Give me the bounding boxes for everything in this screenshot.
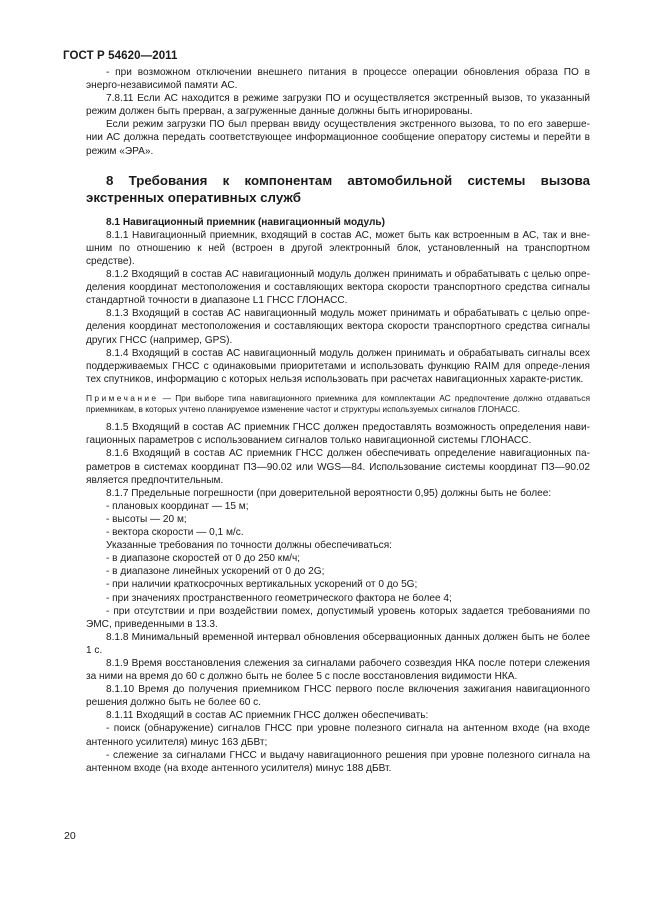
paragraph: 8.1.2 Входящий в состав АС навигационный модуль должен принимать и обрабатывать с целью опре-деления координат местоположения и составляющих вектора скорости транспортного средства сигналы стандартной точности в диапазоне L1 ГНСС ГЛОНАСС. [86,269,590,307]
paragraph: Указанные требования по точности должны обеспечиваться: [106,540,392,552]
page-number: 20 [64,830,76,842]
document-header: ГОСТ Р 54620—2011 [63,50,178,62]
note-label: Примечание [86,392,159,403]
list-item: - при значениях пространственного геометрического фактора не более 4; [106,592,452,604]
list-item: - плановых координат — 15 м; [106,500,249,512]
document-body [86,66,590,775]
paragraph: 8.1.5 Входящий в состав АС приемник ГНСС должен предоставлять возможность определения нави-гационных параметров с использованием сигналов только навигационной системы ГЛОНАСС. [86,422,590,447]
list-item: - высоты — 20 м; [106,513,187,525]
paragraph: 8.1.7 Предельные погрешности (при доверительной вероятности 0,95) должны быть не более: [106,487,552,499]
note [86,393,590,415]
paragraph: Если режим загрузки ПО был прерван ввиду осуществления экстренного вызова, то по его заверше-нии АС должна передать соответствующее информационное сообщение оператору системы и перейти в режим «ЭРА». [86,119,590,157]
paragraph: 8.1.1 Навигационный приемник, входящий в состав АС, может быть как встроенным в АС, так и вне-шним по отношению к ней (встроен в другой электронный блок, установленный на транспортном средстве). [86,229,590,267]
paragraph: 8.1.10 Время до получения приемником ГНСС первого после включения зажигания навигационного решения должно быть не более 60 с. [86,684,590,709]
paragraph: 8.1.3 Входящий в состав АС навигационный модуль может принимать и обрабатывать с целью опре-деления координат местоположения и составляющих вектора скорости транспортного средства сигналы других ГНСС (например, GPS). [86,308,590,346]
list-item: - поиск (обнаружение) сигналов ГНСС при уровне полезного сигнала на антенном входе (на входе антенного усилителя) минус 163 дБВт; [86,723,590,748]
paragraph: - при возможном отключении внешнего питания в процессе операции обновления образа ПО в энерго-независимой памяти АС. [86,67,590,92]
list-item: - при наличии краткосрочных вертикальных ускорений от 0 до 5G; [106,579,418,591]
subsection-heading: 8.1 Навигационный приемник (навигационный модуль) [106,216,385,228]
note-text: — При выборе типа навигационного приемника для комплектации АС предпочтение должно отдаваться приемникам, в которых учтено планируемое изменение частот и структуры используемых сигналов ГЛОНАСС. [86,392,590,415]
paragraph: 8.1.6 Входящий в состав АС приемник ГНСС должен обеспечивать определение навигационных па-раметров в системах координат ПЗ—90.02 или WGS—84. Использование системы координат ПЗ—90.02 является предпочтительным. [86,448,590,486]
list-item: - слежение за сигналами ГНСС и выдачу навигационного решения при уровне полезного сигнала на антенном входе (на входе антенного усилителя) минус 188 дБВт. [86,749,590,774]
section-heading: 8 Требования к компонентам автомобильной системы вызова экстренных оперативных служб [86,172,590,205]
paragraph: 8.1.4 Входящий в состав АС навигационный модуль должен принимать и обрабатывать сигналы всех поддерживаемых ГНСС с одинаковыми приоритетами и использовать функцию RAIM для опреде-ления тех спутников, информацию с которых нельзя использовать при расчетах навигационных характе-ристик. [86,347,590,385]
paragraph: 8.1.11 Входящий в состав АС приемник ГНСС должен обеспечивать: [106,710,429,722]
list-item: - в диапазоне линейных ускорений от 0 до 2G; [106,566,325,578]
list-item: - при отсутствии и при воздействии помех, допустимый уровень которых задается требованиями по ЭМС, приведенными в 13.3. [86,605,590,630]
list-item: - вектора скорости — 0,1 м/с. [106,527,244,539]
paragraph: 8.1.9 Время восстановления слежения за сигналами рабочего созвездия НКА после потери слежения за ними на время до 60 с должно быть не более 5 с после восстановления видимости НКА. [86,657,590,683]
list-item: - в диапазоне скоростей от 0 до 250 км/ч; [106,553,301,565]
paragraph: 8.1.8 Минимальный временной интервал обновления обсервационных данных должен быть не более 1 с. [86,631,590,656]
paragraph: 7.8.11 Если АС находится в режиме загрузки ПО и осуществляется экстренный вызов, то указанный режим должен быть прерван, а загруженные данные должны быть игнорированы. [86,93,590,118]
